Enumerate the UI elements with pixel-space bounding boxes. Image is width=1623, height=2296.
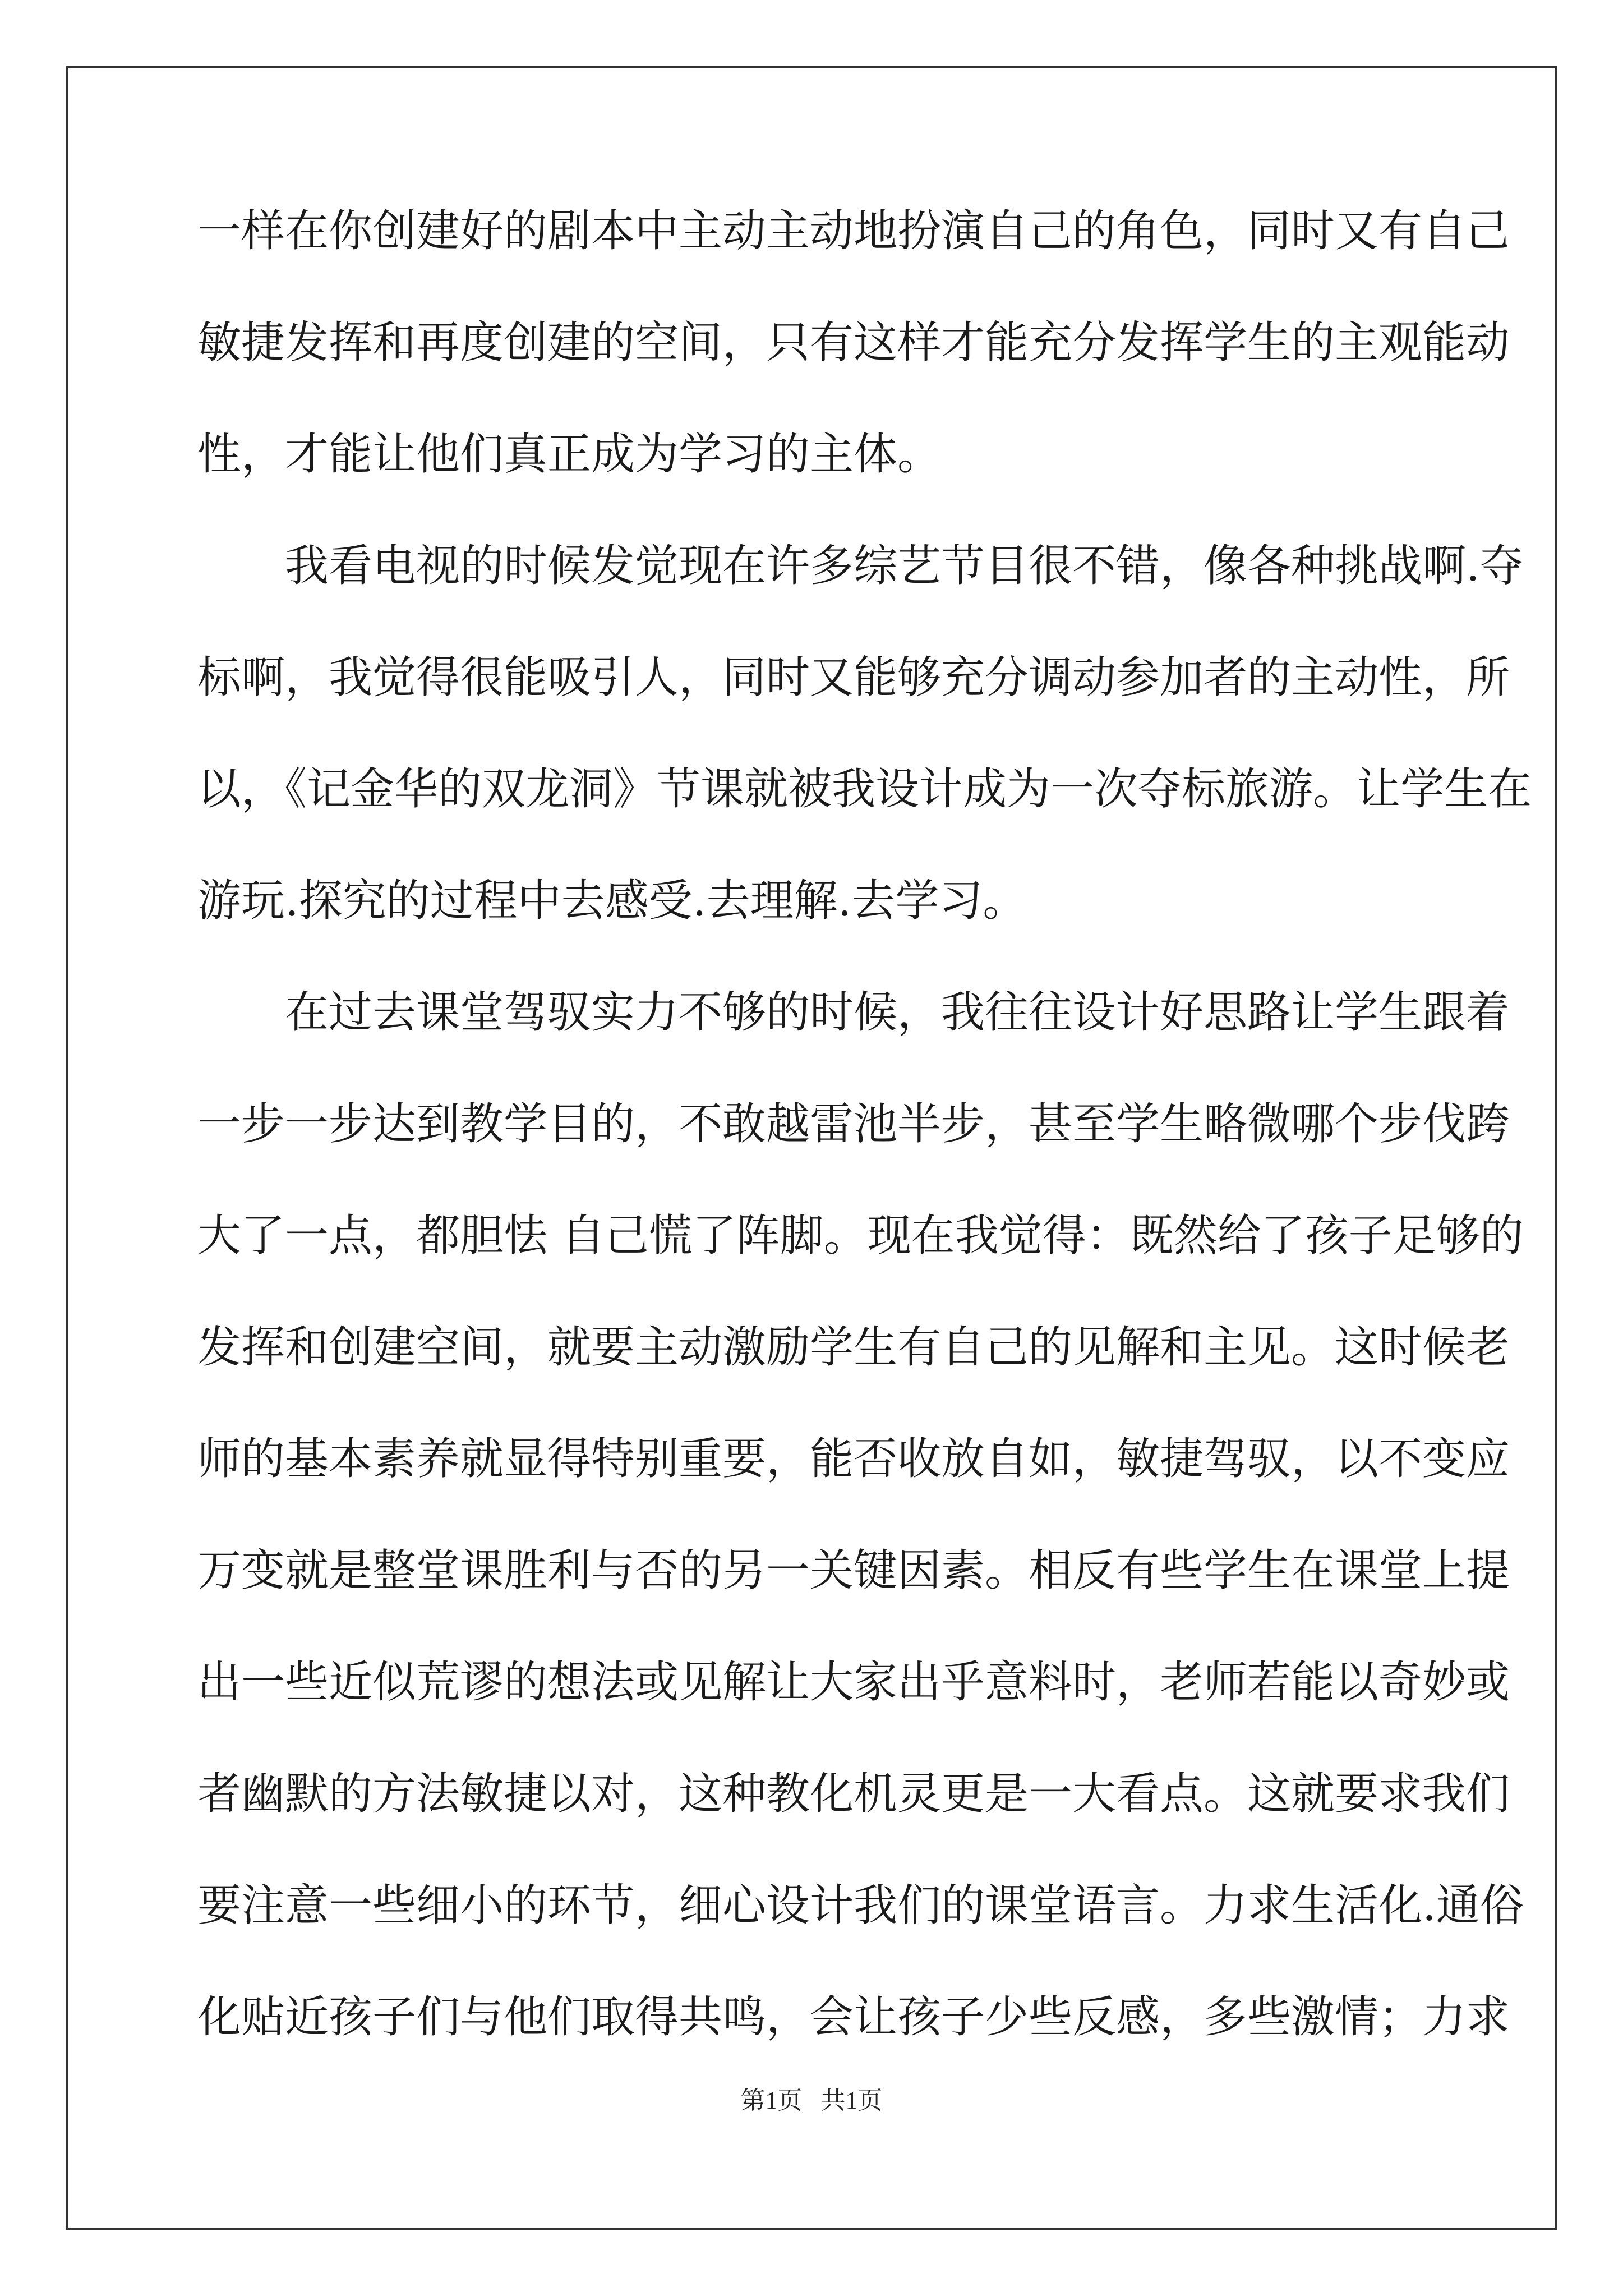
text-line: 性，才能让他们真正成为学习的主体。 <box>197 429 942 480</box>
text-line: 万变就是整堂课胜利与否的另一关键因素。相反有些学生在课堂上提 <box>197 1545 1510 1596</box>
text-line: 我看电视的时候发觉现在许多综艺节目很不错，像各种挑战啊.夺 <box>285 541 1524 591</box>
text-line: 标啊，我觉得很能吸引人，同时又能够充分调动参加者的主动性，所 <box>197 652 1510 703</box>
text-line: 者幽默的方法敏捷以对，这种教化机灵更是一大看点。这就要求我们 <box>197 1769 1510 1819</box>
page-footer <box>0 2084 1623 2118</box>
text-line: 在过去课堂驾驭实力不够的时候，我往往设计好思路让学生跟着 <box>285 987 1510 1038</box>
page-number: 第1页 <box>740 2087 803 2114</box>
text-line: 游玩.探究的过程中去感受.去理解.去学习。 <box>197 876 1027 926</box>
text-line: 大了一点，都胆怯 自己慌了阵脚。现在我觉得：既然给了孩子足够的 <box>197 1211 1524 1261</box>
text-line: 化贴近孩子们与他们取得共鸣，会让孩子少些反感，多些激情；力求 <box>197 1992 1510 2042</box>
text-line: 师的基本素养就显得特别重要，能否收放自如，敏捷驾驭，以不变应 <box>197 1434 1510 1484</box>
page-total: 共1页 <box>820 2087 883 2114</box>
text-line: 敏捷发挥和再度创建的空间，只有这样才能充分发挥学生的主观能动 <box>197 318 1510 368</box>
text-line: 一步一步达到教学目的，不敢越雷池半步，甚至学生略微哪个步伐跨 <box>197 1099 1510 1149</box>
text-line: 发挥和创建空间，就要主动激励学生有自己的见解和主见。这时候老 <box>197 1322 1510 1373</box>
text-line: 一样在你创建好的剧本中主动主动地扮演自己的角色，同时又有自己 <box>197 206 1510 256</box>
text-line: 以，《记金华的双龙洞》节课就被我设计成为一次夺标旅游。让学生在 <box>197 764 1532 815</box>
text-line: 要注意一些细小的环节，细心设计我们的课堂语言。力求生活化.通俗 <box>197 1880 1524 1931</box>
document-body <box>197 202 1532 2100</box>
text-line: 出一些近似荒谬的想法或见解让大家出乎意料时，老师若能以奇妙或 <box>197 1657 1510 1708</box>
